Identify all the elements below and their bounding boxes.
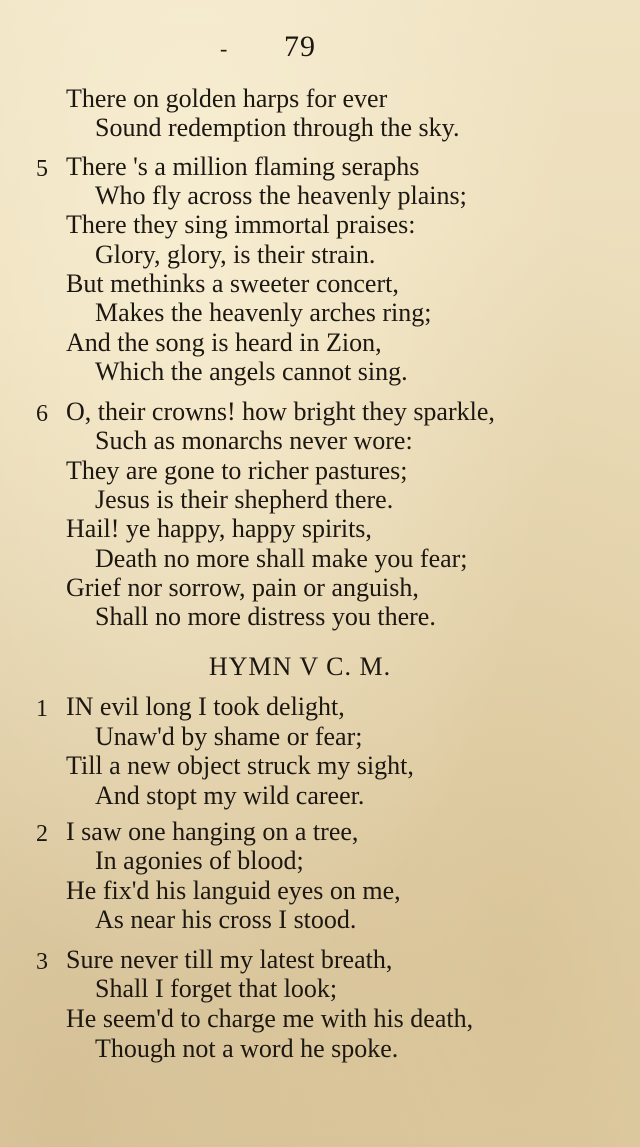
- verse-line: O, their crowns! how bright they sparkle,: [66, 397, 495, 426]
- verse-number: 6: [36, 401, 48, 427]
- verse-number: 5: [36, 156, 48, 182]
- verse-number: 1: [36, 696, 48, 722]
- hymn-heading: HYMN V C. M.: [208, 652, 392, 681]
- verse-line: But methinks a sweeter concert,: [66, 269, 399, 298]
- verse-line: And the song is heard in Zion,: [66, 328, 382, 357]
- verse-line: He seem'd to charge me with his death,: [66, 1004, 474, 1033]
- verse-line: Hail! ye happy, happy spirits,: [66, 514, 372, 543]
- verse-line: Unaw'd by shame or fear;: [95, 722, 363, 751]
- verse-line: And stopt my wild career.: [95, 781, 365, 810]
- page-mark: -: [220, 36, 228, 61]
- verse-line: There on golden harps for ever: [66, 84, 388, 113]
- verse-line: Such as monarchs never wore:: [95, 426, 413, 455]
- verse-line: In agonies of blood;: [95, 846, 304, 875]
- verse-line: Who fly across the heavenly plains;: [95, 181, 467, 210]
- page-number: 79: [284, 30, 316, 63]
- verse-line: Till a new object struck my sight,: [66, 751, 414, 780]
- verse-line: Makes the heavenly arches ring;: [95, 298, 432, 327]
- verse-line: Shall I forget that look;: [95, 974, 338, 1003]
- verse-number: 2: [36, 821, 48, 847]
- verse-line: He fix'd his languid eyes on me,: [66, 876, 401, 905]
- verse-line: I saw one hanging on a tree,: [66, 817, 359, 846]
- verse-line: As near his cross I stood.: [95, 905, 357, 934]
- verse-number: 3: [36, 949, 48, 975]
- verse-line: Jesus is their shepherd there.: [95, 485, 394, 514]
- verse-line: Glory, glory, is their strain.: [95, 240, 376, 269]
- verse-line: Sound redemption through the sky.: [95, 113, 460, 142]
- verse-line: Shall no more distress you there.: [95, 602, 436, 631]
- verse-line: Though not a word he spoke.: [95, 1034, 399, 1063]
- verse-line: There 's a million flaming seraphs: [66, 152, 420, 181]
- verse-line: Sure never till my latest breath,: [66, 945, 393, 974]
- verse-line: Death no more shall make you fear;: [95, 544, 468, 573]
- verse-line: IN evil long I took delight,: [66, 692, 345, 721]
- verse-line: They are gone to richer pastures;: [66, 456, 408, 485]
- verse-line: Grief nor sorrow, pain or anguish,: [66, 573, 419, 602]
- verse-line: There they sing immortal praises:: [66, 210, 416, 239]
- verse-line: Which the angels cannot sing.: [95, 357, 408, 386]
